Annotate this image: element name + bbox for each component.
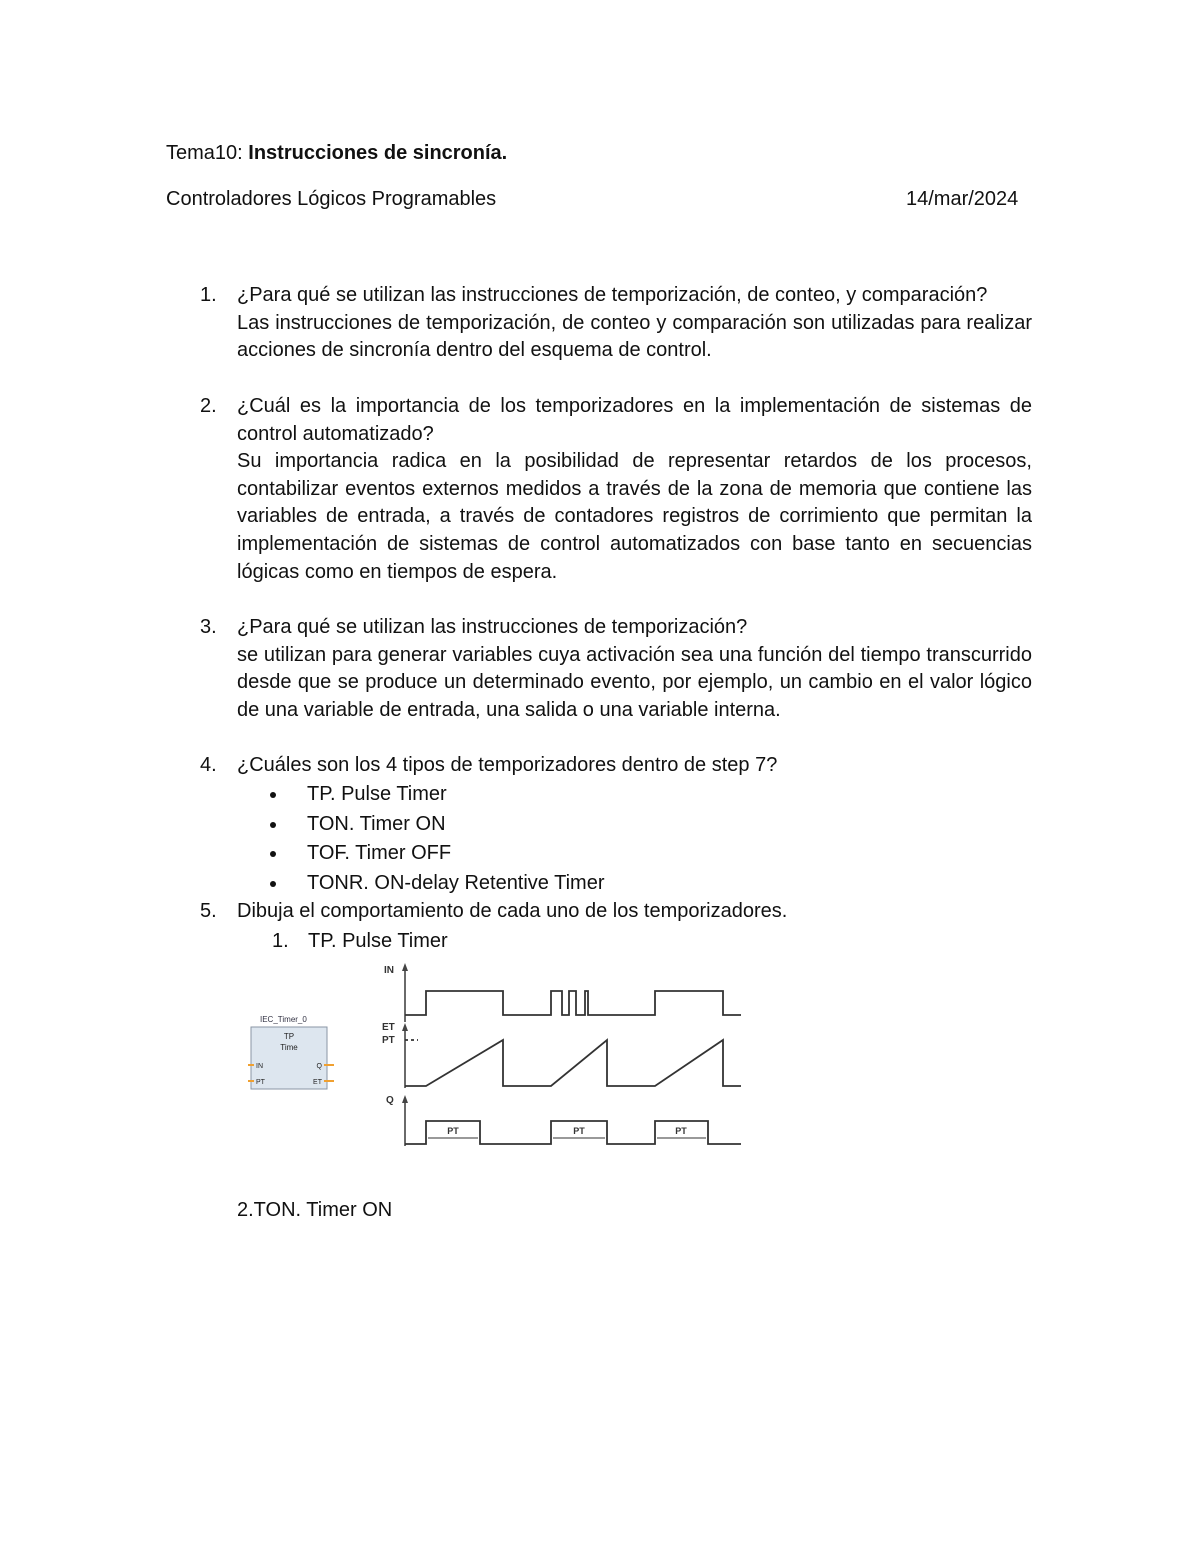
tp-timing-diagram [378,960,748,1155]
list-item: TOF. Timer OFF [270,839,605,869]
block-instance-label: IEC_Timer_0 [260,1015,307,1024]
block-pin-et: ET [313,1079,322,1086]
arrow-q-icon [402,1095,408,1103]
topic-prefix: Tema10: [166,142,249,164]
pt-pulse-label: PT [573,1126,585,1136]
block-pin-in: IN [256,1063,263,1070]
question-item-5 [166,898,1036,926]
signal-label-in: IN [384,965,394,976]
question-text: ¿Para qué se utilizan las instrucciones de temporización? [237,616,748,638]
list-item: TP. Pulse Timer [270,780,605,810]
timer-types-list [270,780,605,898]
block-pin-q: Q [316,1063,322,1070]
pt-pulse-label: PT [675,1126,687,1136]
pt-pulse-label: PT [447,1126,459,1136]
bullet-icon [270,822,276,828]
question-number: 4. [200,754,217,776]
topic-line [166,139,507,167]
question-text: ¿Para qué se utilizan las instrucciones de temporización, de conteo, y comparación? [237,284,988,306]
bullet-icon [270,792,276,798]
topic-title: Instrucciones de sincronía. [248,142,508,164]
subitem-ton: 2.TON. Timer ON [237,1199,393,1221]
question-number: 2. [200,395,217,417]
subitem-tp [272,927,448,955]
question-item-4 [166,752,1036,780]
question-item-2 [166,393,1036,586]
question-text: ¿Cuáles son los 4 tipos de temporizadores dentro de step 7? [237,754,778,776]
question-text: ¿Cuál es la importancia de los temporizadores en la implementación de sistemas de control automatizado? [237,395,1032,445]
arrow-in-icon [402,963,408,971]
question-number: 3. [200,616,217,638]
arrow-et-icon [402,1023,408,1031]
question-item-1 [166,282,1036,365]
answer-text: Su importancia radica en la posibilidad de representar retardos de los procesos, contabilizar eventos externos medidos a través de la zona de memoria que contiene las variables de entrada, a través de contadores registros de corrimiento que permitan la implementación de sistemas de control automatizados con base tanto en secuencias lógicas como en tiempos de espera. [237,450,1032,583]
signal-label-pt: PT [382,1035,395,1046]
signal-label-et: ET [382,1022,395,1033]
question-number: 1. [200,284,217,306]
document-date: 14/mar/2024 [906,188,1019,210]
block-type-label: TP [283,1032,295,1041]
question-item-3 [166,614,1036,724]
course-name: Controladores Lógicos Programables [166,188,497,210]
answer-text: Las instrucciones de temporización, de conteo y comparación son utilizadas para realizar acciones de sincronía dentro del esquema de control. [237,311,1032,362]
waveform-in [405,991,741,1015]
block-subtype-label: Time [280,1043,298,1052]
subitem-label: TP. Pulse Timer [308,930,448,952]
bullet-icon [270,851,276,857]
block-pin-pt: PT [256,1079,265,1086]
question-text: Dibuja el comportamiento de cada uno de los temporizadores. [237,900,788,922]
question-number: 5. [200,900,217,922]
list-item: TONR. ON-delay Retentive Timer [270,869,605,899]
list-item: TON. Timer ON [270,810,605,840]
subitem-number: 1. [272,930,289,952]
answer-text: se utilizan para generar variables cuya activación sea una función del tiempo transcurrido desde que se produce un determinado evento, por ejemplo, un cambio en el valor lógico de una variable de entrada, una salida o una variable interna. [237,643,1032,721]
bullet-icon [270,881,276,887]
signal-label-q: Q [386,1095,394,1106]
tp-function-block [248,1010,337,1090]
waveform-et [405,1040,741,1086]
